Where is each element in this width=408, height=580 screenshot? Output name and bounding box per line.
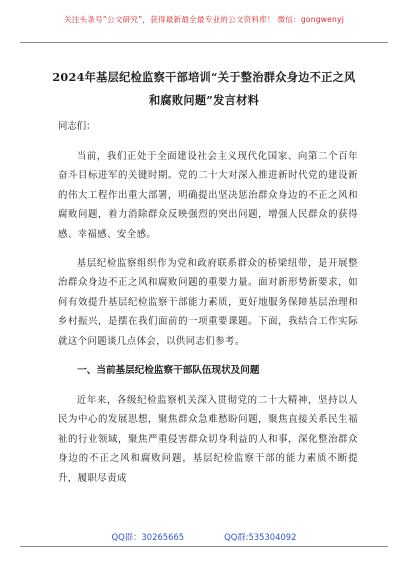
header-banner: 关注头条号“公文研究”，获得最新最全最专业的公文资料库！ 微信：gongwenyj	[63, 15, 345, 24]
footer-contact	[0, 531, 408, 543]
header-divider	[20, 42, 388, 43]
footer-divider	[20, 546, 388, 547]
section-heading: 一、当前基层纪检监察干部队伍现状及问题	[77, 365, 260, 377]
document-title: 2024年基层纪检监察干部培训“关于整治群众身边不正之风和腐败问题”发言材料	[52, 70, 356, 107]
document-body	[58, 117, 358, 488]
salutation: 同志们：	[58, 121, 96, 132]
paragraph: 当前，我们正处于全面建设社会主义现代化国家、向第二个百年奋斗目标进军的关键时期。党的二十大对深入推进新时代党的建设新的伟大工程作出重大部署，明确提出坚决惩治群众身边的不正之风和腐败问题，着力消除群众反映强烈的突出问题，增强人民群众的获得感、幸福感、安全感。	[58, 151, 358, 240]
paragraph: 近年来，各级纪检监察机关深入贯彻党的二十大精神，坚持以人民为中心的发展思想，聚焦群众急难愁盼问题，聚焦直接关系民生福祉的行业领域，聚焦严重侵害群众切身利益的人和事，深化整治群众身边的不正之风和腐败问题，基层纪检监察干部的能力素质不断提升，履职尽责成	[58, 395, 358, 484]
footer-qq-group-1: QQ群：30265665	[111, 532, 185, 542]
paragraph: 基层纪检监察组织作为党和政府联系群众的桥梁纽带，是开展整治群众身边不正之风和腐败问题的重要力量。面对新形势新要求，如何有效提升基层纪检监察干部能力素质，更好地服务保障基层治理和乡村振兴，是摆在我们面前的一项重要课题。下面，我结合工作实际就这个问题谈几点体会，以供同志们参考。	[58, 258, 358, 347]
footer-qq-group-2: QQ群:535304092	[224, 532, 297, 542]
